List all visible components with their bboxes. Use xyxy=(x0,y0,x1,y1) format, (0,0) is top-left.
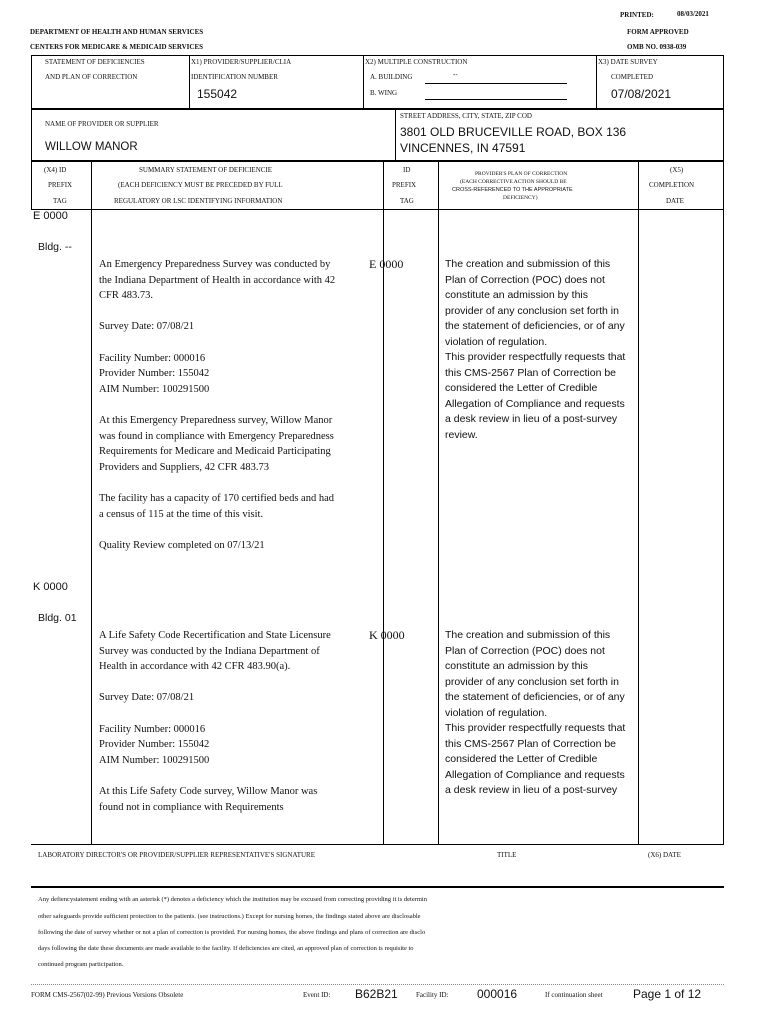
summary-paragraph: At this Emergency Preparedness survey, Willow Manor was found in compliance with Emergency Preparedness Requirements for Medicare and Medicaid Participating Providers and Suppliers, 42 CFR 483.73 xyxy=(99,414,334,473)
x6-date-label: (X6) DATE xyxy=(648,851,681,859)
poc-paragraph: The creation and submission of this Plan of Correction (POC) does not constitute an admission by this provider of any conclusion set forth in the statement of deficiencies, or of any violation of regulation. xyxy=(445,629,625,719)
col-x5-2: COMPLETION xyxy=(649,181,695,189)
col-x4-2: PREFIX xyxy=(48,181,73,189)
form-number: FORM CMS-2567(02-99) Previous Versions Obsolete xyxy=(31,991,184,999)
provider-name: WILLOW MANOR xyxy=(45,141,138,153)
summary-paragraph: Quality Review completed on 07/13/21 xyxy=(99,539,265,551)
section-tag: K 0000 xyxy=(33,581,68,593)
x2-label: X2) MULTIPLE CONSTRUCTION xyxy=(365,58,468,66)
section-id-tag: K 0000 xyxy=(369,628,405,642)
statement-label-1: STATEMENT OF DEFICIENCIES xyxy=(45,58,145,66)
poc-paragraph: This provider respectfully requests that this CMS-2567 Plan of Correction be considered the Letter of Credible Allegation of Compliance and requests a desk review in lieu of a post-survey review. xyxy=(445,351,626,441)
col-summary-1: SUMMARY STATEMENT OF DEFICIENCIE xyxy=(139,166,273,174)
section-bldg: Bldg. 01 xyxy=(38,612,77,624)
disclaimer-line: following the date of survey whether or not a plan of correction is provided. For nursing homes, the above findings and plans of correction are disclo xyxy=(38,929,426,936)
event-id-label: Event ID: xyxy=(303,991,331,999)
poc-paragraph: The creation and submission of this Plan of Correction (POC) does not constitute an admission by this provider of any conclusion set forth in the statement of deficiencies, or of any violation of regulation. xyxy=(445,258,625,348)
plan-of-correction xyxy=(445,628,627,799)
disclaimer-line: other safeguards provide sufficient protection to the patients. (see instructions.) Except for nursing homes, the findings stated above are disclosable xyxy=(38,913,421,920)
col-id-1: ID xyxy=(403,166,411,174)
provider-name-label: NAME OF PROVIDER OR SUPPLIER xyxy=(45,120,159,128)
summary-paragraph: At this Life Safety Code survey, Willow Manor was found not in compliance with Requirements xyxy=(99,785,318,813)
printed-label: PRINTED: xyxy=(620,11,654,19)
col-x4-1: (X4) ID xyxy=(44,166,67,174)
continuation-label: If continuation sheet xyxy=(545,991,603,999)
facility-id: 000016 xyxy=(477,987,518,1001)
section-bldg: Bldg. -- xyxy=(38,241,72,253)
col-x4-3: TAG xyxy=(53,197,67,205)
x3-label-1: X3) DATE SURVEY xyxy=(598,58,658,66)
facility-id-label: Facility ID: xyxy=(416,991,449,999)
x1-label-1: X1) PROVIDER/SUPPLIER/CLIA xyxy=(191,58,292,66)
disclaimer-line: days following the date these documents are made available to the facility. If deficiencies are cited, an approved plan of correction is requisite to xyxy=(38,945,414,952)
summary-paragraph: The facility has a capacity of 170 certified beds and had a census of 115 at the time of this visit. xyxy=(99,492,334,520)
omb-number: OMB NO. 0938-039 xyxy=(627,43,687,51)
col-poc-2: (EACH CORRECTIVE ACTION SHOULD BE xyxy=(460,179,567,185)
section-tag: E 0000 xyxy=(33,210,68,222)
summary-paragraph: A Life Safety Code Recertification and State Licensure Survey was conducted by the Indiana Department of Health in accordance with 42 CFR 483.90(a). xyxy=(99,630,331,673)
col-x5-1: (X5) xyxy=(670,166,684,174)
col-poc-3: CROSS-REFERENCED TO THE APPROPRIATE xyxy=(452,187,573,193)
plan-of-correction xyxy=(445,257,627,443)
dept-name: DEPARTMENT OF HEALTH AND HUMAN SERVICES xyxy=(30,28,204,36)
disclaimer-line: Any defiencystatement ending with an asterisk (*) denotes a deficiency which the institution may be excused from correcting providing it is determin xyxy=(38,896,427,903)
address-line-1: 3801 OLD BRUCEVILLE ROAD, BOX 136 xyxy=(400,125,627,139)
building-label: A. BUILDING xyxy=(370,73,413,81)
col-poc-1: PROVIDER'S PLAN OF CORRECTION xyxy=(475,171,568,177)
x1-label-2: IDENTIFICATION NUMBER xyxy=(191,73,278,81)
x3-label-2: COMPLETED xyxy=(611,73,653,81)
col-id-2: PREFIX xyxy=(392,181,417,189)
wing-label: B. WING xyxy=(370,89,398,97)
provider-number: 155042 xyxy=(197,87,238,101)
summary-paragraph: Survey Date: 07/08/21 xyxy=(99,321,195,333)
col-id-3: TAG xyxy=(400,197,414,205)
address-label: STREET ADDRESS, CITY, STATE, ZIP COD xyxy=(400,112,532,120)
signature-label: LABORATORY DIRECTOR'S OR PROVIDER/SUPPLIER REPRESENTATIVE'S SIGNATURE xyxy=(38,851,316,859)
col-summary-3: REGULATORY OR LSC IDENTIFYING INFORMATION xyxy=(114,197,283,205)
address-line-2: VINCENNES, IN 47591 xyxy=(400,141,526,155)
form-approved: FORM APPROVED xyxy=(627,28,689,36)
statement-label-2: AND PLAN OF CORRECTION xyxy=(45,73,138,81)
col-summary-2: (EACH DEFICIENCY MUST BE PRECEDED BY FULL xyxy=(118,181,283,189)
title-label: TITLE xyxy=(497,851,517,859)
section-id-tag: E 0000 xyxy=(369,257,404,271)
event-id: B62B21 xyxy=(355,987,398,1001)
col-x5-3: DATE xyxy=(666,197,684,205)
survey-date: 07/08/2021 xyxy=(611,87,672,101)
cms-name: CENTERS FOR MEDICARE & MEDICAID SERVICES xyxy=(30,43,204,51)
printed-date: 08/03/2021 xyxy=(677,10,709,18)
summary-paragraph: An Emergency Preparedness Survey was conducted by the Indiana Department of Health in accordance with 42 CFR 483.73. xyxy=(99,259,336,302)
page-number: Page 1 of 12 xyxy=(633,987,702,1001)
col-poc-4: DEFICIENCY) xyxy=(503,195,538,201)
summary-statement xyxy=(99,628,339,815)
summary-paragraph: Facility Number: 000016 Provider Number: 155042 AIM Number: 100291500 xyxy=(99,352,210,395)
disclaimer-line: continued program participation. xyxy=(38,961,124,968)
summary-paragraph: Facility Number: 000016 Provider Number: 155042 AIM Number: 100291500 xyxy=(99,723,210,766)
summary-paragraph: Survey Date: 07/08/21 xyxy=(99,692,195,704)
poc-paragraph: This provider respectfully requests that this CMS-2567 Plan of Correction be considered the Letter of Credible Allegation of Compliance and requests a desk review in lieu of a post-survey xyxy=(445,722,626,796)
building-value: -- xyxy=(453,72,458,79)
summary-statement xyxy=(99,257,339,569)
